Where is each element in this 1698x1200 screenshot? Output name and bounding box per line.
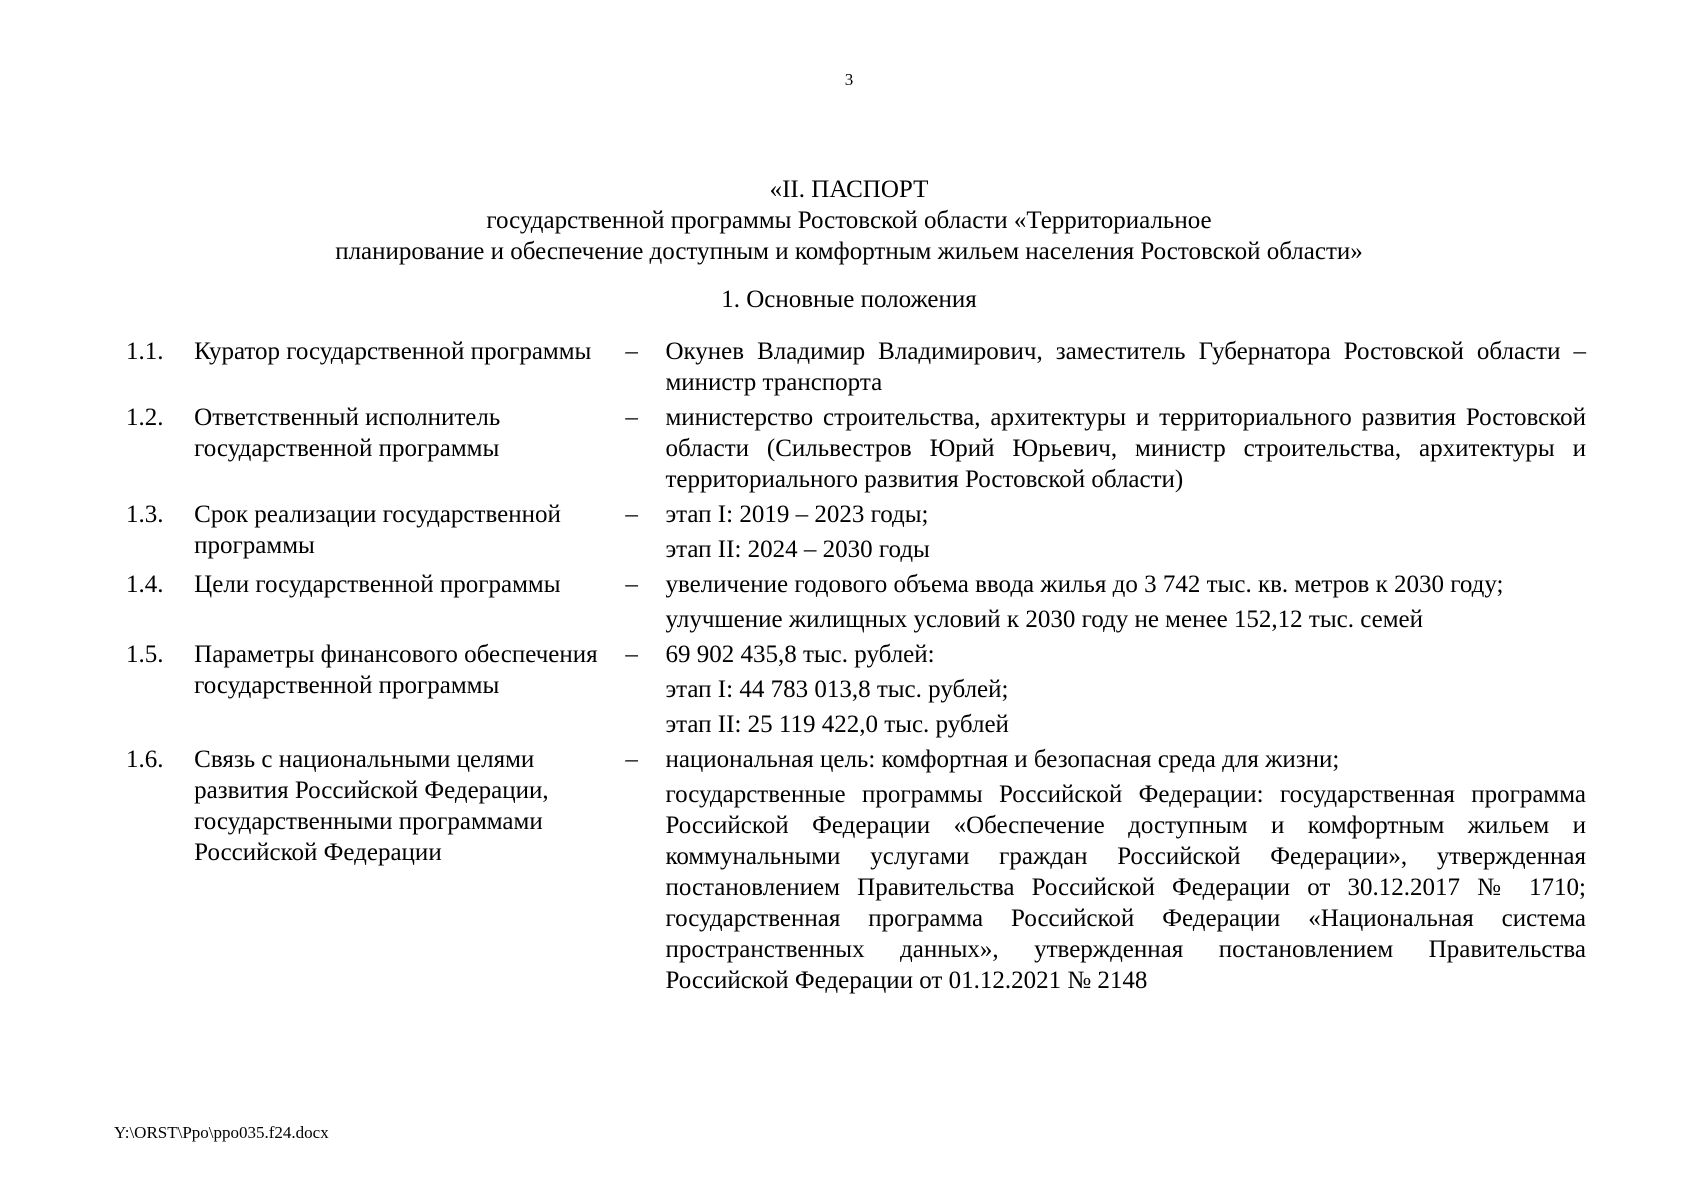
table-row: [126, 402, 1586, 499]
row-value: [665, 639, 1586, 744]
value-paragraph: этап I: 2019 – 2023 годы;: [665, 501, 929, 528]
page-number: 3: [844, 70, 854, 89]
row-dash: –: [625, 641, 638, 668]
table-row: [126, 744, 1586, 1000]
row-number: 1.2.: [126, 404, 164, 431]
title-line-1: «II. ПАСПОРТ: [769, 176, 929, 203]
row-number: 1.4.: [126, 571, 164, 598]
title-line-2: государственной программы Ростовской области «Территориальное: [486, 207, 1212, 234]
document-title: [0, 174, 1698, 267]
value-paragraph: увеличение годового объема ввода жилья до 3 742 тыс. кв. метров к 2030 году;: [665, 571, 1504, 598]
row-number: 1.6.: [126, 746, 164, 773]
row-number: 1.1.: [126, 338, 164, 365]
value-paragraph: национальная цель: комфортная и безопасная среда для жизни;: [665, 746, 1340, 773]
row-value: [665, 499, 1586, 569]
value-paragraph: улучшение жилищных условий к 2030 году не менее 152,12 тыс. семей: [665, 606, 1424, 633]
value-paragraph: министерство строительства, архитектуры и территориального развития Ростовской области (Сильвестров Юрий Юрьевич, министр строительства, архитектуры и территориального развития Ростовской области): [665, 404, 1586, 493]
row-label: Куратор государственной программы: [194, 338, 592, 365]
passport-table-body: [126, 336, 1586, 1000]
row-number: 1.3.: [126, 501, 164, 528]
value-paragraph: 69 902 435,8 тыс. рублей:: [665, 641, 935, 668]
row-label: Цели государственной программы: [194, 571, 561, 598]
row-dash: –: [625, 501, 638, 528]
row-label: Срок реализации государственной программы: [194, 501, 561, 559]
row-number: 1.5.: [126, 641, 164, 668]
row-value: [665, 336, 1586, 402]
row-value: [665, 744, 1586, 1000]
value-paragraph: этап II: 2024 – 2030 годы: [665, 536, 930, 563]
row-dash: –: [625, 404, 638, 431]
table-row: [126, 569, 1586, 639]
title-line-3: планирование и обеспечение доступным и комфортным жильем населения Ростовской области»: [335, 238, 1363, 265]
row-dash: –: [625, 571, 638, 598]
value-paragraph: государственные программы Российской Федерации: государственная программа Российской Федерации «Обеспечение доступным и комфортным жильем и коммунальными услугами граждан Российской Федерации», утвержденная постановлением Правительства Российской Федерации от 30.12.2017 № 1710; государственная программа Российской Федерации «Национальная система пространственных данных», утвержденная постановлением Правительства Российской Федерации от 01.12.2021 № 2148: [665, 781, 1586, 994]
section-heading: 1. Основные положения: [721, 286, 977, 313]
row-value: [665, 569, 1586, 639]
row-dash: –: [625, 338, 638, 365]
row-label: Параметры финансового обеспечения государственной программы: [194, 641, 598, 699]
table-row: [126, 499, 1586, 569]
passport-table: [126, 336, 1586, 1000]
value-paragraph: этап II: 25 119 422,0 тыс. рублей: [665, 711, 1009, 738]
row-label: Связь с национальными целями развития Российской Федерации, государственными программами Российской Федерации: [194, 746, 549, 866]
footer-file-path: Y:\ORST\Ppo\ppo035.f24.docx: [114, 1123, 329, 1142]
row-value: [665, 402, 1586, 499]
row-dash: –: [625, 746, 638, 773]
row-label: Ответственный исполнитель государственной программы: [194, 404, 501, 462]
table-row: [126, 639, 1586, 744]
value-paragraph: Окунев Владимир Владимирович, заместитель Губернатора Ростовской области – министр транспорта: [665, 338, 1586, 396]
table-row: [126, 336, 1586, 402]
value-paragraph: этап I: 44 783 013,8 тыс. рублей;: [665, 676, 1009, 703]
